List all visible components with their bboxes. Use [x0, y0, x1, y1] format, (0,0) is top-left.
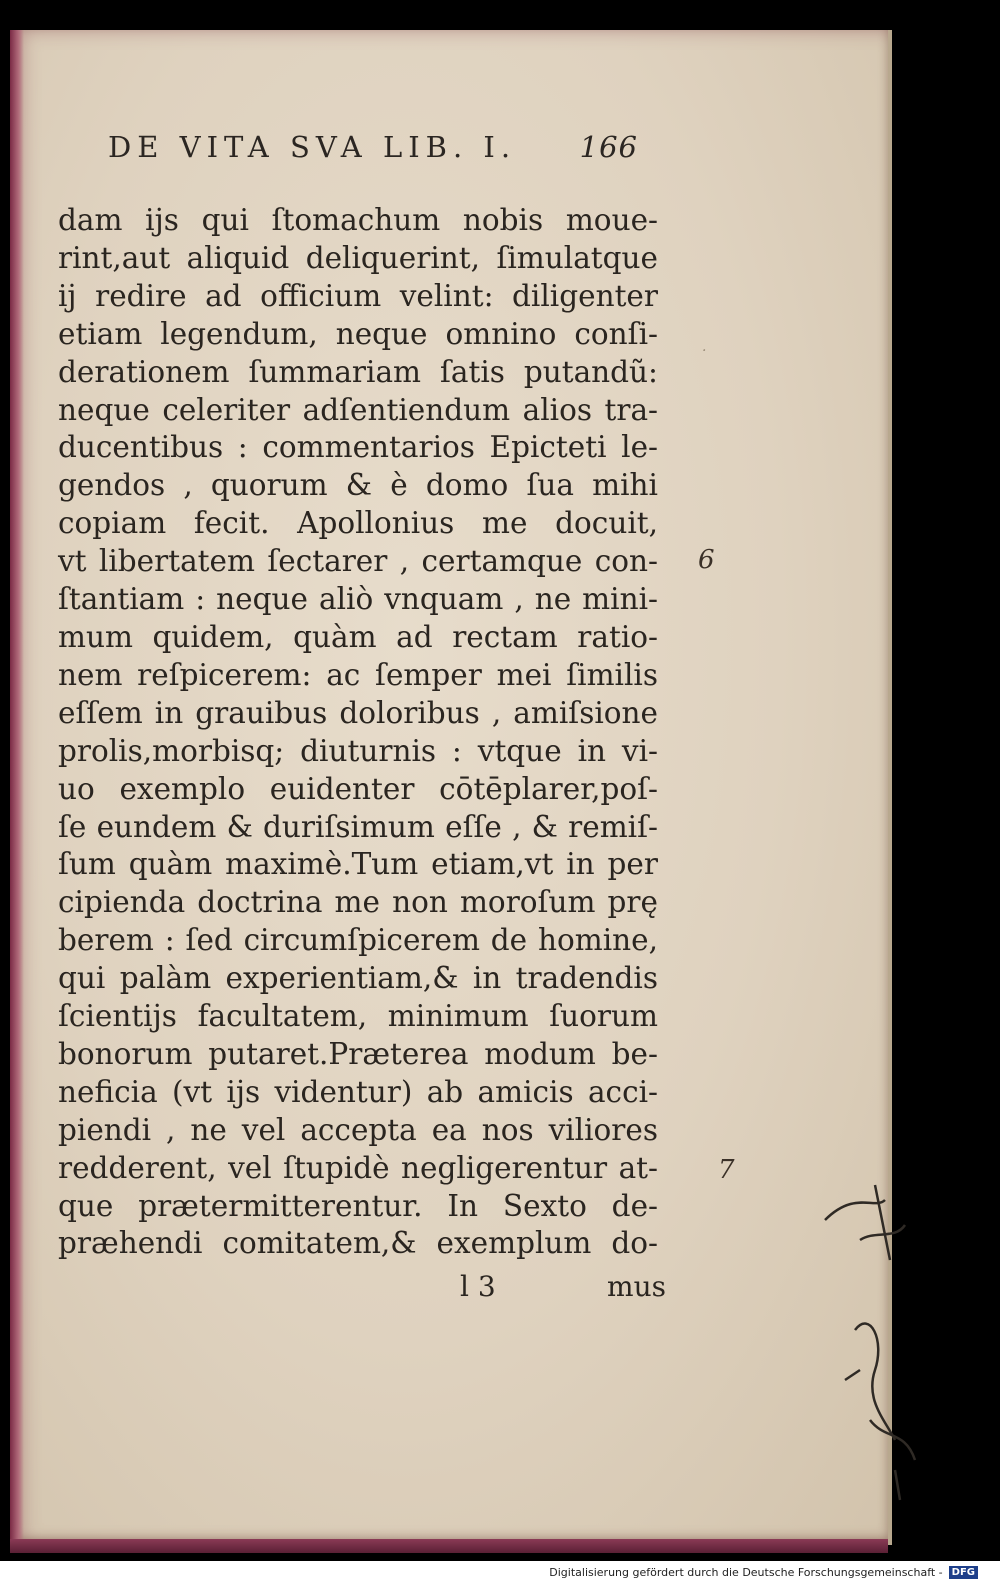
signature-mark: l 3 [460, 1270, 496, 1303]
text-line: ſcientijs facultatem, minimum ſuorum [58, 999, 658, 1034]
margin-mark: · [702, 343, 707, 359]
running-head-title: DE VITA SVA LIB. I. [108, 130, 517, 164]
text-line: eſſem in grauibus doloribus , amiſsione [58, 695, 658, 730]
text-line: piendi , ne vel accepta ea nos viliores [58, 1112, 658, 1147]
text-line: neficia (vt ijs videntur) ab amicis acci- [58, 1074, 658, 1109]
text-line: ſum quàm maximè.Tum etiam,vt in per [58, 847, 658, 882]
dfg-logo: DFG [949, 1566, 978, 1579]
text-line: que prætermitterentur. In Sexto de- [58, 1188, 658, 1223]
page-bottom-edge [10, 1539, 888, 1553]
catchword: mus [607, 1270, 666, 1303]
margin-note-number: 6 [698, 545, 715, 575]
text-line: cipienda doctrina me non moroſum prę [58, 885, 658, 920]
text-line: ſe eundem & duriſsimum eſſe , & remiſ- [58, 809, 658, 844]
text-line: præhendi comitatem,& exemplum do- [58, 1226, 658, 1261]
footer-credit: Digitalisierung gefördert durch die Deutsche Forschungsgemeinschaft - [549, 1565, 943, 1579]
page-spine-edge [10, 30, 24, 1545]
margin-note-number: 7 [718, 1155, 735, 1185]
text-line: prolis,morbisq; diuturnis : vtque in vi- [58, 733, 658, 768]
text-line: derationem ſummariam ſatis putandũ: [58, 354, 658, 389]
text-line: bonorum putaret.Præterea modum be- [58, 1036, 658, 1071]
text-line: neque celeriter adſentiendum alios tra- [58, 392, 658, 427]
running-head [108, 130, 638, 164]
text-line: redderent, vel ſtupidè negligerentur at- [58, 1150, 658, 1185]
text-line: qui palàm experientiam,& in tradendis [58, 961, 658, 996]
body-text [58, 202, 658, 1263]
text-line: ij redire ad officium velint: diligenter [58, 278, 658, 313]
handwritten-annotation [815, 1180, 925, 1510]
signature-line [70, 1270, 666, 1310]
digitization-footer [0, 1561, 1000, 1583]
text-line: uo exemplo euidenter cōtēplarer,poſ- [58, 771, 658, 806]
text-line: berem : ſed circumſpicerem de homine, [58, 923, 658, 958]
text-line: copiam fecit. Apollonius me docuit, [58, 506, 658, 541]
text-line: etiam legendum, neque omnino conſi- [58, 316, 658, 351]
text-line: ſtantiam : neque aliò vnquam , ne mini- [58, 582, 658, 617]
text-line: vt libertatem ſectarer , certamque con- [58, 544, 658, 579]
text-line: ducentibus : commentarios Epicteti le- [58, 430, 658, 465]
text-line: dam ijs qui ſtomachum nobis moue- [58, 203, 658, 237]
text-line: rint,aut aliquid deliquerint, ſimulatque [58, 240, 658, 275]
text-line: mum quidem, quàm ad rectam ratio- [58, 619, 658, 654]
text-line: gendos , quorum & è domo ſua mihi [58, 468, 658, 503]
book-page [10, 30, 892, 1545]
page-number: 166 [579, 130, 638, 164]
text-line: nem reſpicerem: ac ſemper mei ſimilis [58, 657, 658, 692]
